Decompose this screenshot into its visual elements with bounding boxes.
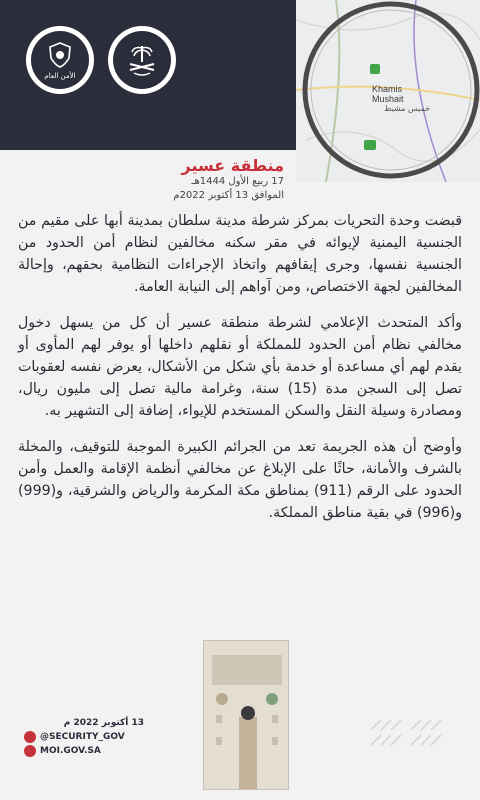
twitter-icon [24, 731, 36, 743]
article-body [18, 210, 462, 538]
footer [24, 716, 144, 758]
footer-date: 13 أكتوبر 2022 م [63, 718, 144, 728]
website-row[interactable] [24, 744, 144, 758]
decorative-pattern-icon [366, 720, 456, 770]
gregorian-date: الموافق 13 أكتوبر 2022م [173, 190, 284, 201]
twitter-handle[interactable]: @SECURITY_GOV [40, 732, 125, 742]
map-city-label-en: Khamis Mushait [372, 84, 404, 104]
region-title: منطقة عسير [181, 156, 284, 175]
article-paragraph: وأكد المتحدث الإعلامي لشرطة منطقة عسير أن كل من يسهل دخول مخالفي نظام أمن الحدود للمملكة أو نقلهم داخلها أو يوفر لهم المأوى أو يقدم لهم أي مساعدة أو خدمة بأي شكل من الأشكال، يعرض نفسه لعقوبات تصل إلى السجن مدة (15) سنة، وغرامة مالية تصل إلى مليون ريال، ومصادرة وسيلة النقل والسكن المستخدم للإيواء، إضافة إلى التشهير به. [18, 315, 462, 419]
suspect-photo [203, 640, 289, 790]
globe-icon [24, 745, 36, 757]
website-link[interactable]: MOI.GOV.SA [40, 746, 101, 756]
public-security-label: الأمن العام [44, 72, 76, 80]
photo-graphic [204, 641, 289, 790]
interior-ministry-logo [108, 26, 176, 94]
article-paragraph: وأوضح أن هذه الجريمة تعد من الجرائم الكبيرة الموجبة للتوقيف، والمخلة بالشرف والأمانة، حاثًا على الإبلاغ عن مخالفي أنظمة الإقامة والعمل وأمن الحدود على الرقم (911) بمناطق مكة المكرمة والرياض والشرقية، و(999) و(996) في بقية مناطق المملكة. [18, 439, 462, 521]
shield-emblem-icon [45, 40, 75, 70]
logos-group [26, 26, 176, 94]
map-city-label-ar: خميس مشيط [384, 104, 431, 113]
public-security-logo [26, 26, 94, 94]
palm-swords-emblem-icon [122, 40, 162, 80]
hijri-date: 17 ربيع الأول 1444هـ [191, 176, 284, 187]
twitter-row[interactable] [24, 730, 144, 744]
location-map [296, 0, 480, 182]
article-paragraph: قبضت وحدة التحريات بمركز شرطة مدينة سلطان بمدينة أبها على مقيم من الجنسية اليمنية لإيوائه في مقر سكنه مخالفين لنظام أمن الحدود من الجنسية نفسها، وجرى إيقافهم واتخاذ الإجراءات النظامية بحقهم، وإحالة المخالفين لجهة الاختصاص، ومن آواهم إلى النيابة العامة. [18, 213, 462, 295]
